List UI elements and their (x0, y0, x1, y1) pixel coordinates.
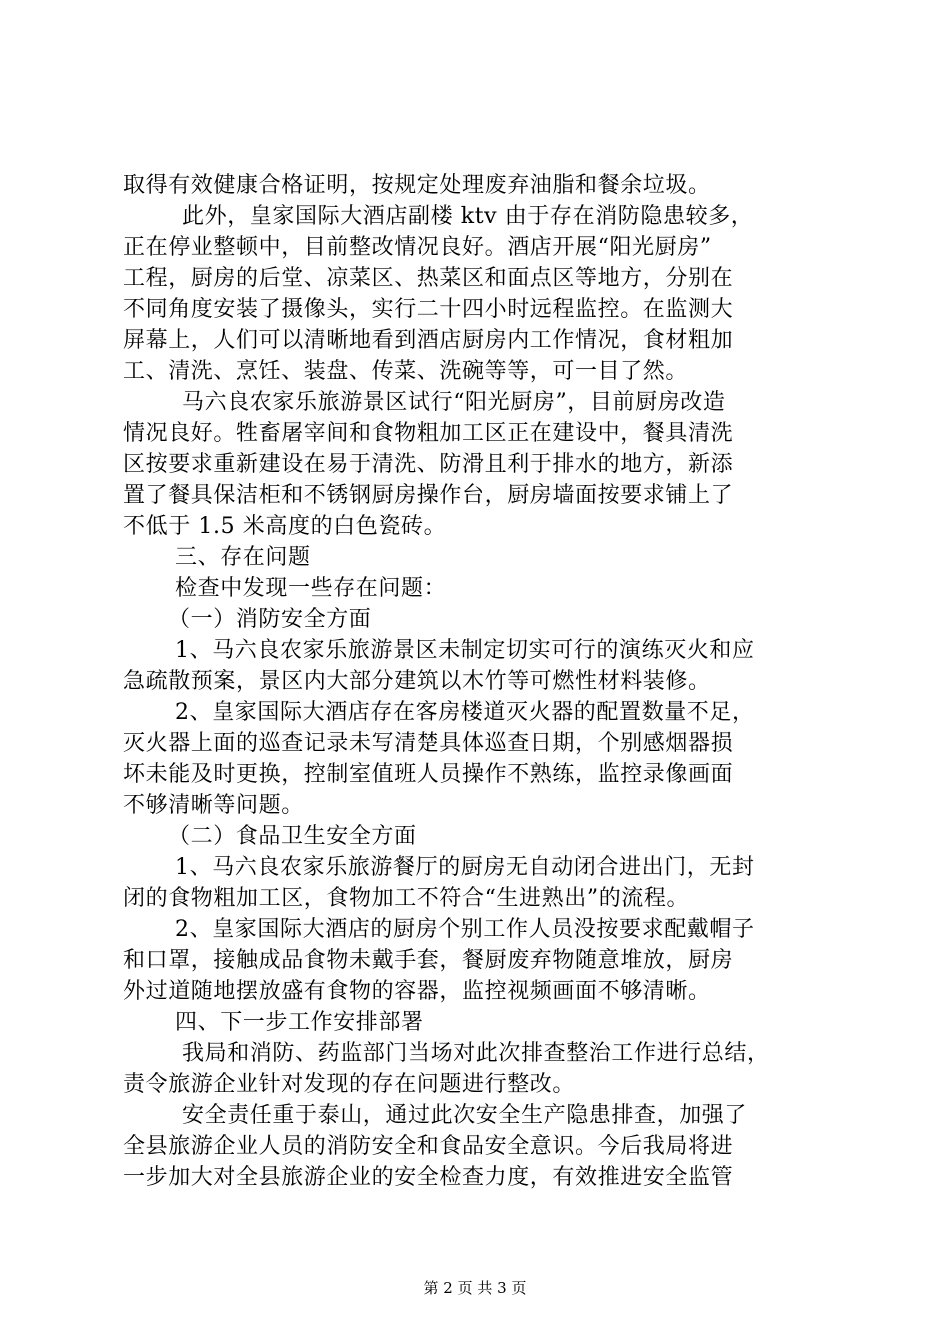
text-line: 情况良好。牲畜屠宰间和食物粗加工区正在建设中，餐具清洗 (123, 421, 734, 446)
text-line: 检查中发现一些存在问题： (175, 576, 447, 601)
text-line: 安全责任重于泰山，通过此次安全生产隐患排查，加强了 (182, 1103, 748, 1128)
text-line: 工、清洗、烹饪、装盘、传菜、洗碗等等，可一目了然。 (123, 359, 689, 384)
text-line: 2、皇家国际大酒店存在客房楼道灭火器的配置数量不足， (175, 700, 755, 725)
text-line: 我局和消防、药监部门当场对此次排查整治工作进行总结， (182, 1041, 770, 1066)
text-line: 和口罩，接触成品食物未戴手套，餐厨废弃物随意堆放，厨房 (123, 948, 734, 973)
text-line: 2、皇家国际大酒店的厨房个别工作人员没按要求配戴帽子 (175, 917, 755, 942)
text-line: 1、马六良农家乐旅游餐厅的厨房无自动闭合进出门，无封 (175, 855, 755, 880)
text-line: 不同角度安装了摄像头，实行二十四小时远程监控。在监测大 (123, 297, 734, 322)
text-line: 屏幕上，人们可以清晰地看到酒店厨房内工作情况，食材粗加 (123, 328, 734, 353)
section-heading: 三、存在问题 (175, 545, 311, 570)
subsection-heading: （一）消防安全方面 (168, 607, 372, 632)
text-line: 全县旅游企业人员的消防安全和食品安全意识。今后我局将进 (123, 1134, 734, 1159)
text-line: 闭的食物粗加工区，食物加工不符合“生进熟出”的流程。 (123, 886, 690, 911)
text-line: 正在停业整顿中，目前整改情况良好。酒店开展“阳光厨房” (123, 235, 712, 260)
text-line: 外过道随地摆放盛有食物的容器，监控视频画面不够清晰。 (123, 979, 711, 1004)
text-line: 不够清晰等问题。 (123, 793, 304, 818)
text-line: 灭火器上面的巡查记录未写清楚具体巡查日期，个别感烟器损 (123, 731, 734, 756)
text-line: 责令旅游企业针对发现的存在问题进行整改。 (123, 1072, 576, 1097)
subsection-heading: （二）食品卫生安全方面 (168, 824, 417, 849)
section-heading: 四、下一步工作安排部署 (175, 1010, 424, 1035)
text-line: 工程，厨房的后堂、凉菜区、热菜区和面点区等地方，分别在 (123, 266, 734, 291)
text-line: 不低于 1.5 米高度的白色瓷砖。 (123, 514, 447, 539)
text-line: 置了餐具保洁柜和不锈钢厨房操作台，厨房墙面按要求铺上了 (123, 483, 734, 508)
text-line: 1、马六良农家乐旅游景区未制定切实可行的演练灭火和应 (175, 638, 755, 663)
text-line: 坏未能及时更换，控制室值班人员操作不熟练，监控录像画面 (123, 762, 734, 787)
page-number-footer: 第 2 页 共 3 页 (423, 1279, 527, 1297)
text-line: 一步加大对全县旅游企业的安全检查力度，有效推进安全监管 (123, 1165, 734, 1190)
text-line: 区按要求重新建设在易于清洗、防滑且利于排水的地方，新添 (123, 452, 734, 477)
text-line: 急疏散预案，景区内大部分建筑以木竹等可燃性材料装修。 (123, 669, 711, 694)
text-line: 此外，皇家国际大酒店副楼 ktv 由于存在消防隐患较多， (182, 204, 754, 229)
text-line: 马六良农家乐旅游景区试行“阳光厨房”，目前厨房改造 (182, 390, 726, 415)
text-line: 取得有效健康合格证明，按规定处理废弃油脂和餐余垃圾。 (123, 173, 711, 198)
